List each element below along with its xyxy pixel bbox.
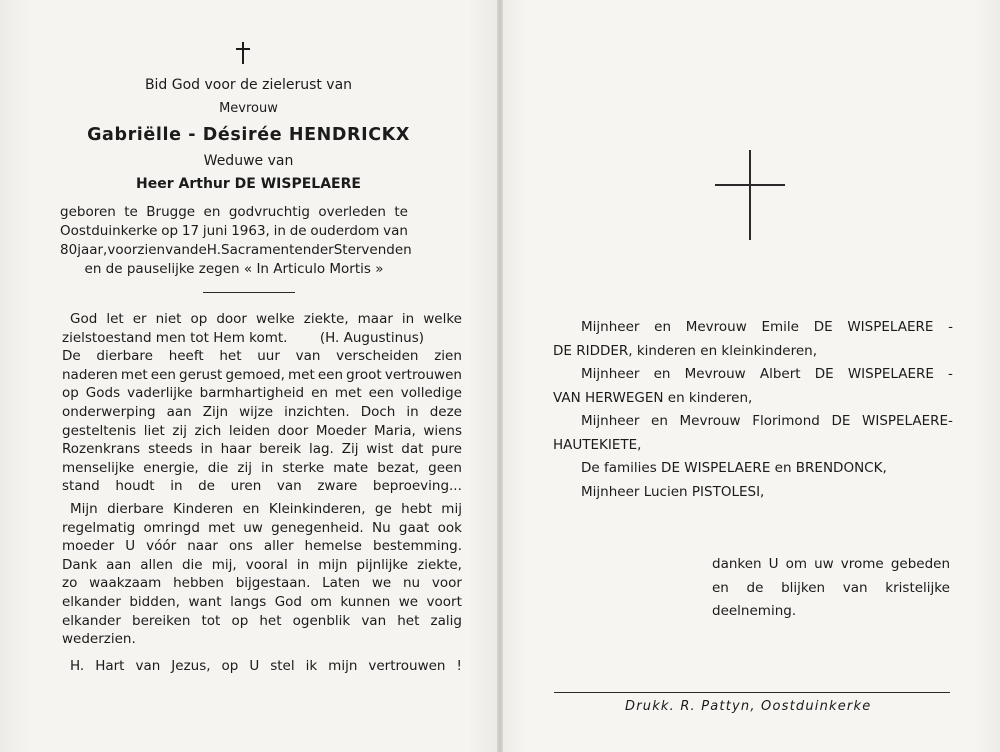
body-line [62,500,462,519]
justified-text: en de blijken van kristelijke [712,579,950,596]
justified-text: elkander bidden, want langs God om kunnen we voort [62,593,462,610]
body-line [62,366,462,385]
justified-text: zo waakzaam hebben bijgestaan. Laten we nu voor [62,575,462,592]
family-line: De families DE WISPELAERE en BRENDONCK, [581,460,887,476]
body-line [62,556,462,575]
justified-text: menselijke energie, die zij in sterke mate bezat, geen [62,459,462,476]
closing-prayer [62,657,462,676]
family-line: VAN HERWEGEN en kinderen, [553,389,753,406]
intro-line [60,222,408,241]
justified-text: Dank aan allen die mij, vooral in mijn pijnlijke ziekte, [62,556,462,573]
justified-text: gesteltenis liet zij zich leiden door Moeder Maria, wiens [62,422,462,439]
justified-text: H. Hart van Jezus, op U stel ik mijn vertrouwen ! [70,657,462,674]
justified-text: geboren te Brugge en godvruchtig overleden te [60,204,408,220]
body-line [62,384,462,403]
thanks-block [712,553,950,624]
justified-text: Mijnheer en Mevrouw Emile DE WISPELAERE - [581,319,953,335]
justified-text: stand houdt in de uren van zware beproeving... [62,478,462,495]
family-line: DE RIDDER, kinderen en kleinkinderen, [553,342,818,359]
body-line [62,477,462,496]
body-line [62,612,462,631]
left-page [0,0,497,752]
intro-line [60,203,408,222]
printer-credit: Drukk. R. Pattyn, Oostduinkerke [625,699,872,714]
justified-text: elkander bereiken tot op het ogenblik van het zalig [62,612,462,629]
family-line: HAUTEKIETE, [553,436,642,453]
body-line [62,422,462,441]
body-text [62,310,462,675]
thanks-line [712,577,950,601]
body-line: wederzien. [62,631,136,648]
cross-icon [715,150,785,240]
footer-rule [554,692,950,693]
justified-text: danken U om uw vrome gebeden [712,556,950,572]
prayer-invocation: Bid God voor de zielerust van [144,77,353,93]
justified-text: op Gods vaderlijke barmhartigheid en met een volledige [62,385,462,402]
family-line [553,410,953,434]
body-line [62,403,462,422]
body-line: zielstoestand men tot Hem komt. (H. Augustinus) [62,329,424,346]
justified-text: Oostduinkerke op 17 juni 1963, in de ouderdom van [60,223,408,239]
intro-line: en de pauselijke zegen « In Articulo Mortis » [84,261,384,277]
family-list [553,316,953,504]
body-line [62,574,462,593]
title-mevrouw: Mevrouw [219,101,278,116]
family-line [553,363,953,387]
justified-text: Mijn dierbare Kinderen en Kleinkinderen, ge hebt mij [70,500,462,517]
justified-text: regelmatig omringd met uw genegenheid. Nu gaat ook [62,519,462,536]
deceased-name: Gabriëlle - Désirée HENDRICKX [87,125,410,145]
body-line [62,459,462,478]
justified-text: moeder U vóór naar ons aller hemelse bestemming. [62,538,462,555]
justified-text: naderen met een gerust gemoed, met een groot vertrouwen [62,366,462,383]
family-line: Mijnheer Lucien PISTOLESI, [581,483,765,500]
body-line [62,519,462,538]
justified-text: Mijnheer en Mevrouw Florimond DE WISPELAERE- [581,413,953,429]
justified-text: De dierbare heeft het uur van verscheiden zien [62,348,462,365]
body-line [62,593,462,612]
body-line [62,347,462,366]
justified-text: God let er niet op door welke ziekte, maar in welke [70,311,462,327]
cross-icon [235,42,251,64]
thanks-line: deelneming. [712,603,797,619]
spouse-name: Heer Arthur DE WISPELAERE [136,176,361,192]
body-line [62,537,462,556]
justified-text: Rozenkrans steeds in haar bereik lag. Zij wist dat pure [62,441,462,458]
justified-text: 80 jaar, voorzien van de H. Sacramenten der Stervenden [60,242,412,258]
intro-block [60,203,412,279]
thanks-line [712,553,950,577]
intro-line [60,241,412,260]
widow-of: Weduwe van [203,153,294,169]
family-line [553,316,953,340]
justified-text: onderwerping aan Zijn wijze inzichten. Doch in deze [62,403,462,420]
body-line [62,310,462,329]
divider-line [203,292,295,293]
body-line [62,440,462,459]
justified-text: Mijnheer en Mevrouw Albert DE WISPELAERE - [581,366,953,382]
